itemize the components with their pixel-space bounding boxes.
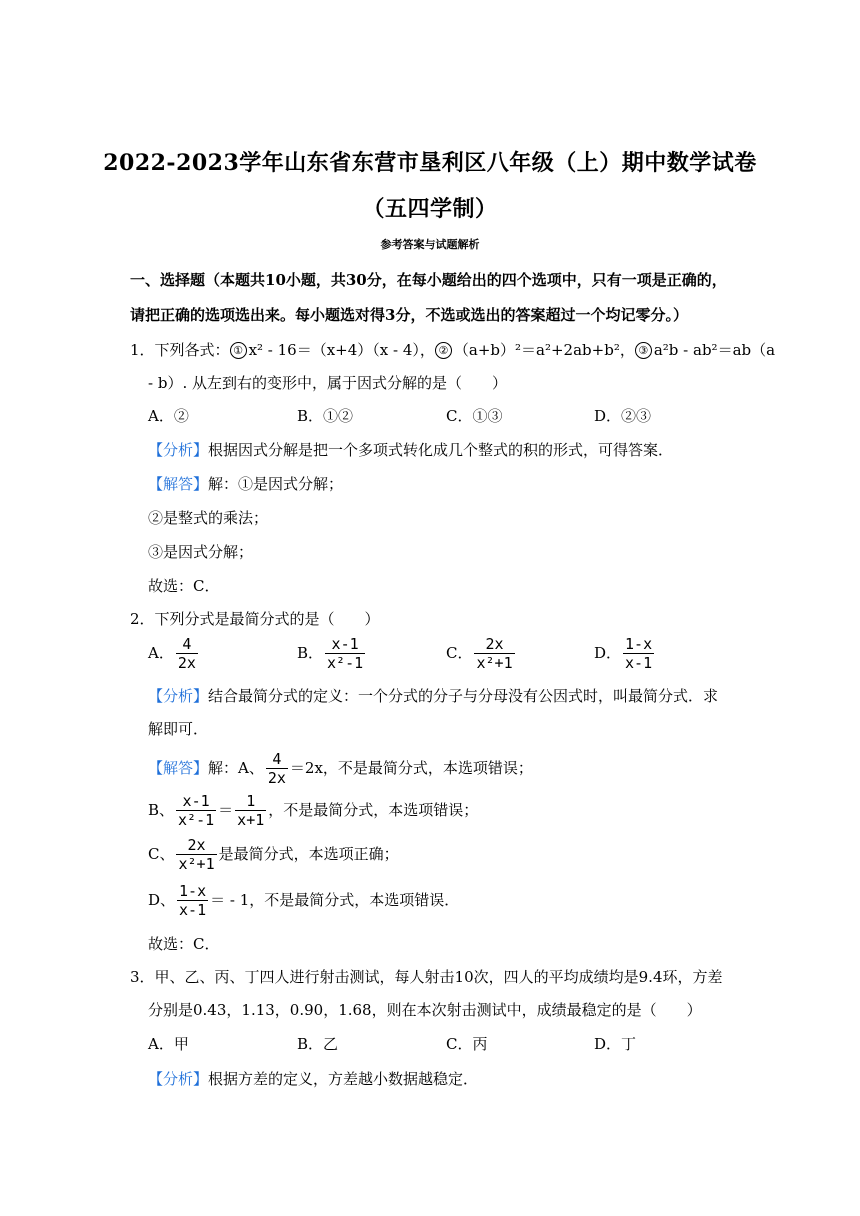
q2-answer-a-prefix: 解：A、	[208, 759, 264, 777]
q2-option-c	[446, 636, 517, 672]
doc-subtitle: 参考答案与试题解析	[380, 238, 480, 251]
q2-answer-d-suffix: ＝ - 1，不是最简分式，本选项错误．	[210, 891, 460, 909]
q2-analysis-text1: 结合最简分式的定义：一个分式的分子与分母没有公因式时，叫最简分式．求	[208, 687, 719, 705]
q1-stem-line2: - b）. 从左到右的变形中，属于因式分解的是（ ）	[148, 374, 507, 392]
fraction-denominator: x²+1	[476, 654, 513, 672]
q2-number: 2．	[130, 610, 155, 628]
q1-option-c: C．①③	[446, 407, 503, 425]
q2-option-c-fraction	[474, 636, 514, 672]
q2-option-a-label: A．	[148, 644, 174, 662]
fraction-denominator: x-1	[625, 654, 653, 672]
q1-expr1: x² - 16＝（x+4）（x - 4），	[248, 341, 435, 359]
q3-analysis	[148, 1069, 478, 1089]
q2-answer-tag: 【解答】	[148, 759, 209, 777]
q1-option-d: D．②③	[594, 407, 652, 425]
q2-answer-c-prefix: C、	[148, 845, 175, 863]
q3-stem-line2: 分别是0.43，1.13，0.90，1.68，则在本次射击测试中，成绩最稳定的是（ ）	[148, 1001, 702, 1019]
q2-answer-a-suffix: ＝2x，不是最简分式，本选项错误；	[289, 759, 533, 777]
q1-answer-line3: ③是因式分解；	[148, 543, 254, 561]
q3-analysis-tag: 【分析】	[148, 1070, 209, 1088]
q2-analysis-tag: 【分析】	[148, 687, 209, 705]
q2-answer-b-prefix: B、	[148, 801, 175, 819]
q1-option-b: B．①②	[297, 407, 354, 425]
q2-answer-a-fraction	[266, 751, 288, 787]
q2-analysis-line1	[148, 686, 718, 706]
section-heading-line1: 一、选择题（本题共10小题，共30分，在每小题给出的四个选项中，只有一项是正确的，	[130, 271, 727, 289]
q2-stem	[130, 609, 380, 629]
q1-stem-line1	[130, 340, 775, 360]
q2-answer-d-prefix: D、	[148, 891, 176, 909]
q1-answer-text1: 解：①是因式分解；	[208, 475, 344, 493]
q2-option-d-fraction	[623, 636, 654, 672]
q1-number: 1．	[130, 341, 155, 359]
q2-analysis-line2: 解即可．	[148, 720, 209, 738]
q1-answer-line4: 故选：C．	[148, 577, 220, 595]
fraction-numerator: x-1	[331, 635, 359, 653]
fraction-denominator: 2x	[267, 769, 286, 787]
q2-answer-a	[148, 750, 533, 787]
q2-answer-c-suffix: 是最简分式，本选项正确；	[218, 845, 399, 863]
fraction-numerator: x-1	[182, 792, 210, 810]
q2-option-c-label: C．	[446, 644, 473, 662]
fraction-denominator: x-1	[179, 901, 207, 919]
q2-option-b-label: B．	[297, 644, 324, 662]
doc-title-line2: （五四学制）	[362, 196, 498, 222]
q1-analysis	[148, 440, 673, 460]
fraction-numerator: 4	[182, 635, 192, 653]
q1-analysis-text: 根据因式分解是把一个多项式转化成几个整式的积的形式，可得答案．	[208, 441, 674, 459]
fraction-numerator: 4	[272, 750, 282, 768]
q1-answer-line1	[148, 474, 343, 494]
fraction-numerator: 1-x	[179, 882, 207, 900]
q2-answer-d-fraction	[177, 883, 208, 919]
q2-stem-text: 下列分式是最简分式的是（ ）	[154, 610, 380, 628]
q1-analysis-tag: 【分析】	[148, 441, 209, 459]
q2-answer-c-fraction	[176, 837, 216, 873]
fraction-denominator: x²-1	[178, 811, 215, 829]
fraction-denominator: x²-1	[327, 654, 364, 672]
fraction-numerator: 2x	[485, 635, 504, 653]
q3-option-d: D．丁	[594, 1035, 637, 1053]
q2-answer-c	[148, 836, 399, 873]
q2-conclusion: 故选：C．	[148, 935, 220, 953]
q1-expr3: a²b - ab²＝ab（a	[653, 341, 776, 359]
q1-circle-2: ②	[435, 342, 452, 359]
q3-stem-line1	[130, 967, 723, 987]
q2-option-a	[148, 636, 200, 672]
q2-option-d	[594, 636, 656, 672]
q2-answer-d	[148, 882, 459, 919]
fraction-numerator: 2x	[187, 836, 206, 854]
section-heading-line2: 请把正确的选项选出来。每小题选对得3分，不选或选出的答案超过一个均记零分。）	[130, 306, 688, 324]
fraction-denominator: 2x	[177, 654, 196, 672]
q3-analysis-text: 根据方差的定义，方差越小数据越稳定．	[208, 1070, 479, 1088]
q1-answer-line2: ②是整式的乘法；	[148, 509, 269, 527]
q3-option-a: A．甲	[148, 1035, 189, 1053]
q2-option-d-label: D．	[594, 644, 622, 662]
fraction-denominator: x²+1	[178, 855, 215, 873]
fraction-denominator: x+1	[237, 811, 265, 829]
doc-title-line1: 2022-2023学年山东省东营市垦利区八年级（上）期中数学试卷	[103, 150, 757, 176]
q1-stem-prefix: 下列各式：	[154, 341, 230, 359]
q2-option-a-fraction	[176, 636, 198, 672]
q2-answer-b-result-fraction	[235, 793, 266, 829]
q3-number: 3．	[130, 968, 155, 986]
q3-option-c: C．丙	[446, 1035, 488, 1053]
q1-circle-3: ③	[635, 342, 652, 359]
q2-option-b	[297, 636, 367, 672]
fraction-numerator: 1	[246, 792, 256, 810]
q2-option-b-fraction	[325, 636, 365, 672]
q1-circle-1: ①	[230, 342, 247, 359]
q1-answer-tag: 【解答】	[148, 475, 209, 493]
q1-expr2: （a+b）²＝a²+2ab+b²，	[453, 341, 635, 359]
fraction-numerator: 1-x	[625, 635, 653, 653]
q1-option-a: A．②	[148, 407, 189, 425]
q3-option-b: B．乙	[297, 1035, 339, 1053]
q3-stem-text1: 甲、乙、丙、丁四人进行射击测试，每人射击10次，四人的平均成绩均是9.4环，方差	[154, 968, 723, 986]
q2-answer-b-suffix: ，不是最简分式，本选项错误；	[268, 801, 479, 819]
q2-answer-b-fraction	[176, 793, 216, 829]
q2-answer-b: B、 $\frac{x-1}{\text{x²-1}}$ ＝ $\frac{1}{x+1}$ ，不是最简分式，本选项错误；	[148, 792, 479, 829]
